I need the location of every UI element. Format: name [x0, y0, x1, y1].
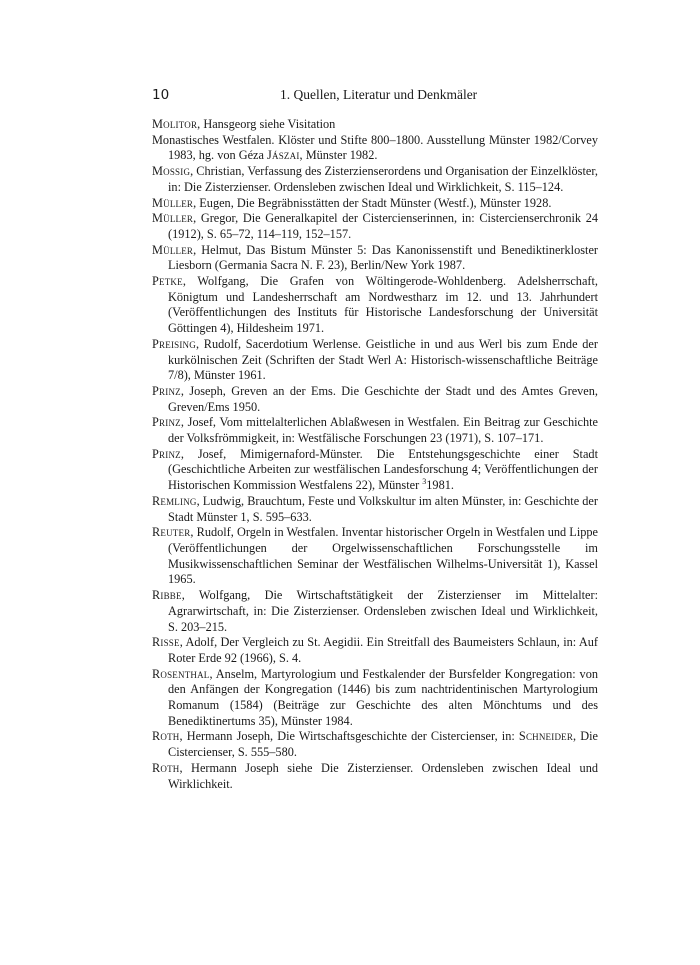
- bibliography-list: [152, 117, 598, 792]
- bibliography-entry: [152, 415, 598, 446]
- entry-text: , Adolf, Der Vergleich zu St. Aegidii. Ein Streitfall des Baumeisters Schlaun, in: Auf Roter Erde 92 (1966), S. 4.: [168, 635, 598, 665]
- page-number: 10: [152, 87, 170, 103]
- entry-author: Remling: [152, 493, 197, 508]
- entry-text: , Gregor, Die Generalkapitel der Cistercienserinnen, in: Cistercienserchronik 24 (1912), S. 65–72, 114–119, 152–157.: [168, 211, 598, 241]
- entry-text: , Hermann Joseph siehe Die Zisterzienser. Ordensleben zwischen Ideal und Wirklichkeit.: [168, 760, 598, 791]
- entry-author: Schneider: [518, 729, 574, 744]
- entry-text: , Anselm, Martyrologium und Festkalender der Bursfelder Kongregation: von den Anfängen der Kongregation (1446) bis zum nachtridentinischen Martyrologium Romanum (1584) (Beiträge zur Geschichte des alten Mönchtums und des Benediktinertums 35), Münster 1984.: [168, 666, 598, 728]
- entry-author: Reuter: [152, 525, 191, 540]
- bibliography-entry: [152, 384, 598, 415]
- entry-author: Roth: [152, 760, 180, 775]
- entry-text: , Münster 1982.: [299, 148, 378, 163]
- entry-author: Müller: [152, 211, 194, 226]
- bibliography-entry: [152, 588, 598, 635]
- bibliography-entry: [152, 494, 598, 525]
- entry-text: , Helmut, Das Bistum Münster 5: Das Kanonissenstift und Benediktinerkloster Liesborn (Germania Sacra N. F. 23), Berlin/New York 1987.: [168, 242, 598, 273]
- entry-text: , Hermann Joseph, Die Wirtschaftsgeschichte der Cistercienser, in:: [179, 729, 519, 744]
- entry-text: , Eugen, Die Begräbnisstätten der Stadt Münster (Westf.), Münster 1928.: [193, 195, 552, 210]
- entry-author: Müller: [152, 195, 194, 210]
- entry-author: Molitor: [152, 117, 198, 131]
- entry-author: Rosenthal: [152, 666, 210, 681]
- bibliography-entry: [152, 337, 598, 384]
- entry-text: 1981.: [426, 478, 454, 493]
- bibliography-entry: [152, 133, 598, 164]
- entry-text: , Die Cistercienser, S. 555–580.: [168, 729, 598, 760]
- bibliography-entry: [152, 525, 598, 588]
- entry-text: , Rudolf, Sacerdotium Werlense. Geistliche in und aus Werl bis zum Ende der kurkölnischen Zeit (Schriften der Stadt Werl A: Historisch-wissenschaftliche Beiträge 7/8), Münster 1961.: [168, 336, 598, 383]
- entry-author: Prinz: [152, 446, 181, 461]
- bibliography-entry: [152, 196, 598, 212]
- entry-text: , Wolfgang, Die Wirtschaftstätigkeit der Zisterzienser im Mittelalter: Agrarwirtschaft, in: Die Zisterzienser. Ordensleben zwischen Ideal und Wirklichkeit, S. 203–215.: [168, 588, 598, 634]
- entry-author: Roth: [152, 729, 180, 744]
- entry-author: Petke: [152, 274, 183, 289]
- bibliography-entry: [152, 729, 598, 760]
- chapter-title: 1. Quellen, Literatur und Denkmäler: [280, 87, 478, 102]
- entry-text: , Josef, Vom mittelalterlichen Ablaßwesen in Westfalen. Ein Beitrag zur Geschichte der Volksfrömmigkeit, in: Westfälische Forschungen 23 (1971), S. 107–171.: [168, 415, 598, 446]
- edition-superscript: 3: [422, 477, 427, 487]
- bibliography-entry: [152, 635, 598, 666]
- entry-text: , Hansgeorg siehe Visitation: [197, 117, 336, 131]
- bibliography-entry: [152, 761, 598, 792]
- running-head: [152, 86, 598, 104]
- entry-text: Monastisches Westfalen. Klöster und Stifte 800–1800. Ausstellung Münster 1982/Corvey 1983, hg. von Géza: [152, 132, 598, 163]
- entry-author: Prinz: [152, 383, 181, 398]
- bibliography-entry: [152, 243, 598, 274]
- entry-author: Jászai: [267, 148, 300, 163]
- entry-text: , Ludwig, Brauchtum, Feste und Volkskultur im alten Münster, in: Geschichte der Stadt Münster 1, S. 595–633.: [168, 493, 598, 524]
- entry-text: , Christian, Verfassung des Zisterzienserordens und Organisation der Einzelklöster, in: Die Zisterzienser. Ordensleben zwischen Ideal und Wirklichkeit, S. 115–124.: [168, 164, 598, 194]
- bibliography-entry: [152, 667, 598, 730]
- entry-text: , Rudolf, Orgeln in Westfalen. Inventar historischer Orgeln in Westfalen und Lippe (Veröffentlichungen der Orgelwissenschaftlichen Forschungsstelle im Musikwissenschaftlichen Seminar der Westfälischen Wilhelms-Universität 1), Kassel 1965.: [168, 525, 598, 587]
- entry-author: Preising: [152, 336, 196, 351]
- entry-text: , Wolfgang, Die Grafen von Wöltingerode-Wohldenberg. Adelsherrschaft, Königtum und Landesherrschaft am Nordwestharz im 12. und 13. Jahrhundert (Veröffentlichungen des Instituts für Historische Landesforschung der Universität Göttingen 4), Hildesheim 1971.: [168, 274, 598, 336]
- entry-text: , Josef, Mimigernaford-Münster. Die Entstehungsgeschichte einer Stadt (Geschichtliche Arbeiten zur westfälischen Landesforschung 4; Veröffentlichungen der Historischen Kommission Westfalens 22), Münster: [168, 446, 598, 493]
- entry-text: , Joseph, Greven an der Ems. Die Geschichte der Stadt und des Amtes Greven, Greven/Ems 1950.: [168, 383, 598, 414]
- bibliography-entry: [152, 211, 598, 242]
- bibliography-entry: [152, 274, 598, 337]
- entry-author: Ribbe: [152, 588, 182, 603]
- entry-author: Müller: [152, 242, 194, 257]
- bibliography-entry: [152, 447, 598, 494]
- entry-author: Risse: [152, 635, 180, 650]
- entry-author: Mossig: [152, 164, 191, 179]
- bibliography-entry: [152, 117, 598, 133]
- bibliography-entry: [152, 164, 598, 195]
- entry-author: Prinz: [152, 415, 181, 430]
